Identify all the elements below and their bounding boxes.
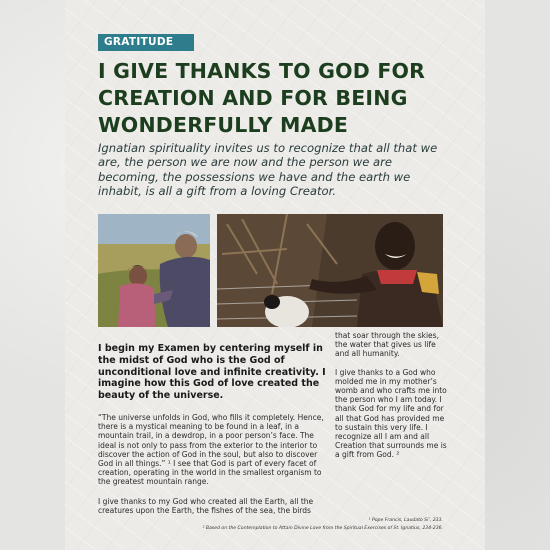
section-label: GRATITUDE xyxy=(98,34,194,51)
footnote-2: ² Based on the Contemplation to Attain Divine Love from the Spiritual Exercises of St. Ignatius, 234-236. xyxy=(202,525,443,531)
page-title: I GIVE THANKS TO GOD FOR CREATION AND FOR BEING WONDERFULLY MADE xyxy=(98,59,426,137)
footnotes xyxy=(98,517,443,532)
continuation-paragraph: that soar through the skies, the water that gives us life and all humanity. xyxy=(335,331,439,359)
right-column xyxy=(335,331,447,469)
footnote-1: ¹ Pope Francis, Laudato Si’, 233. xyxy=(368,518,443,523)
photo-smiling-man xyxy=(217,214,443,327)
quote-paragraph: “The universe unfolds in God, who fills it completely. Hence, there is a mystical meaning to be found in a leaf, in a mountain trail, in a dewdrop, in a poor person’s face. The ideal is not only to pass from the exterior to the interior to discover the action of God in the soul, but also to discover God in all things.” ¹ I see that God is part of every facet of creation, operating in the world in the smallest organism to the greatest mountain range. xyxy=(98,412,324,487)
molded-paragraph: I give thanks to a God who molded me in my mother’s womb and who crafts me into the person who I am today. I thank God for my life and for all that God has provided me to sustain this very life. I recognize all I am and all Creation that surrounds me is a gift from God. ² xyxy=(335,367,447,460)
photo-grandparent-child xyxy=(98,214,210,327)
lead-paragraph: Ignatian spirituality invites us to recognize that all that we are, the person we are now and the person we are becoming, the possessions we have and the earth we inhabit, is all a gift from a loving Creator. xyxy=(98,141,438,198)
give-thanks-paragraph: I give thanks to my God who created all the Earth, all the creatures upon the Earth, the fishes of the sea, the birds xyxy=(98,496,314,515)
photo-smiling-man-illustration xyxy=(217,214,443,327)
left-column xyxy=(98,343,326,515)
intro-paragraph: I begin my Examen by centering myself in the midst of God who is the God of unconditional love and infinite creativity. I imagine how this God of love created the beauty of the universe. xyxy=(98,343,326,402)
photo-grandparent-child-illustration xyxy=(98,214,210,327)
